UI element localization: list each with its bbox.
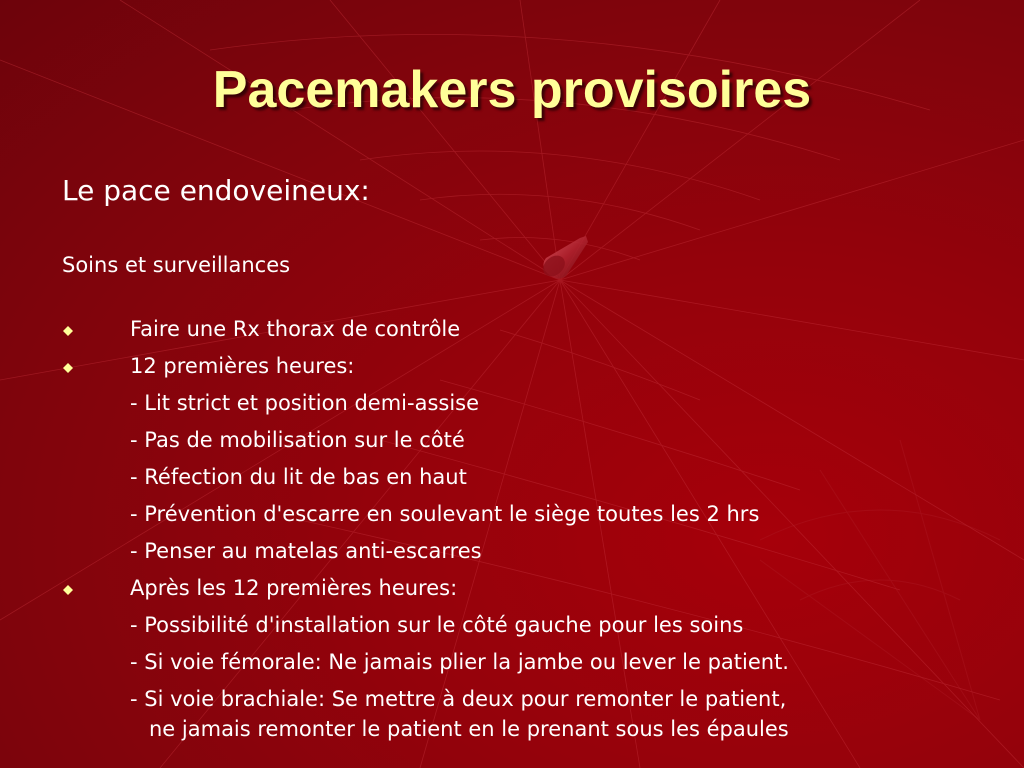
slide-title: Pacemakers provisoires (212, 61, 812, 119)
list-subitem: - Prévention d'escarre en soulevant le siège toutes les 2 hrs (130, 502, 760, 526)
list-subitem: - Possibilité d'installation sur le côté gauche pour les soins (130, 613, 744, 637)
list-item: Faire une Rx thorax de contrôle (130, 317, 461, 341)
diamond-bullet-icon (63, 326, 73, 336)
list-item: Après les 12 premières heures: (130, 576, 458, 600)
list-subitem: - Si voie fémorale: Ne jamais plier la jambe ou lever le patient. (130, 650, 789, 674)
slide-subtitle: Le pace endoveineux: (62, 174, 370, 207)
list-item: 12 premières heures: (130, 354, 355, 378)
cone-icon (536, 232, 592, 288)
list-subitem: - Penser au matelas anti-escarres (130, 539, 482, 563)
list-subitem: - Réfection du lit de bas en haut (130, 465, 467, 489)
list-subitem: - Pas de mobilisation sur le côté (130, 428, 465, 452)
list-subitem-continuation: ne jamais remonter le patient en le prenant sous les épaules (149, 717, 789, 741)
diamond-bullet-icon (63, 363, 73, 373)
list-subitem: - Lit strict et position demi-assise (130, 391, 480, 415)
list-subitem: - Si voie brachiale: Se mettre à deux pour remonter le patient, (130, 687, 787, 711)
diamond-bullet-icon (63, 585, 73, 595)
section-heading: Soins et surveillances (62, 253, 291, 277)
